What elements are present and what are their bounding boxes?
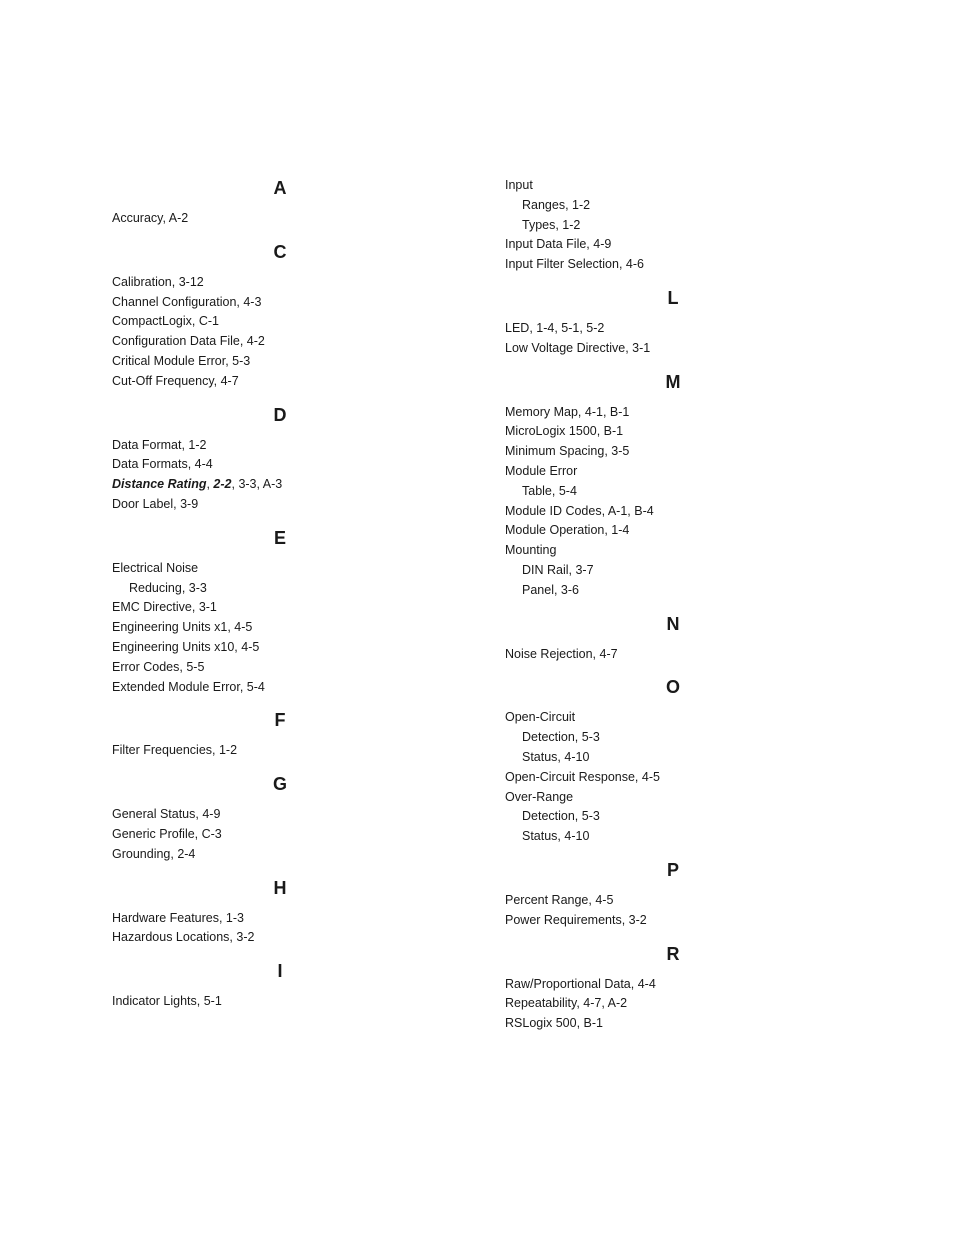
section-letter: H [273,877,287,898]
entry-pages: , 3-3, A-3 [231,477,283,492]
index-entry: Extended Module Error, 5-4 [112,679,265,694]
index-entry [112,475,448,495]
index-entry: Mounting [505,543,557,558]
index-entry: RSLogix 500, B-1 [505,1016,603,1031]
index-entry: Hardware Features, 1-3 [112,910,245,925]
index-entry: Repeatability, 4-7, A-2 [505,996,628,1011]
index-entry: General Status, 4-9 [112,807,221,822]
index-section [505,858,841,931]
index-entry: Grounding, 2-4 [112,846,196,861]
index-section [112,403,448,515]
entry-page-emphasis: 2-2 [213,477,232,492]
index-entry: Filter Frequencies, 1-2 [112,743,238,758]
section-letter: O [665,677,680,698]
index-entry: Electrical Noise [112,560,199,575]
index-section [112,240,448,392]
index-entry: Engineering Units x1, 4-5 [112,620,253,635]
section-letter: A [273,178,287,198]
section-letter: G [272,774,287,795]
index-subentry: DIN Rail, 3-7 [522,562,594,577]
index-entry: Percent Range, 4-5 [505,892,614,907]
index-section [112,176,448,229]
index-section [112,876,448,949]
index-entry: Data Format, 1-2 [112,437,207,452]
index-subentry: Types, 1-2 [522,217,581,232]
index-section [112,708,448,761]
index-entry: Critical Module Error, 5-3 [112,353,251,368]
index-entry: Data Formats, 4-4 [112,457,213,472]
section-letter: D [273,404,287,425]
index-entry: Hazardous Locations, 3-2 [112,930,255,945]
index-section [112,959,448,1012]
index-entry: Over-Range [505,789,574,804]
index-section [112,526,448,698]
index-entry: Memory Map, 4-1, B-1 [505,404,630,419]
entry-term: Distance Rating [112,477,207,492]
index-entry: Engineering Units x10, 4-5 [112,639,260,654]
index-subentry: Detection, 5-3 [522,730,600,745]
index-section [505,612,841,665]
section-letter: I [277,961,283,982]
section-letter: L [667,287,679,308]
index-section [505,675,841,847]
index-entry: Minimum Spacing, 3-5 [505,444,630,459]
index-entry: Input Filter Selection, 4-6 [505,257,644,272]
index-entry: LED, 1-4, 5-1, 5-2 [505,320,605,335]
index-section [505,286,841,359]
section-letter: M [665,371,681,392]
index-entry: Open-Circuit Response, 4-5 [505,769,660,784]
index-entry: MicroLogix 1500, B-1 [505,424,624,439]
section-letter: E [273,527,286,548]
index-section [505,370,841,601]
index-subentry: Detection, 5-3 [522,809,600,824]
index-entry: Open-Circuit [505,710,576,725]
index-section [505,942,841,1034]
index-entry: Raw/Proportional Data, 4-4 [505,976,656,991]
index-entry: Low Voltage Directive, 3-1 [505,340,651,355]
index-entry: Indicator Lights, 5-1 [112,994,222,1009]
index-subentry: Reducing, 3-3 [129,580,207,595]
index-section [112,772,448,864]
index-column-right [505,176,841,1045]
section-letter: N [666,613,680,634]
index-entry: Configuration Data File, 4-2 [112,334,265,349]
index-section [505,176,841,275]
section-letter: P [666,859,679,880]
index-subentry: Status, 4-10 [522,829,590,844]
section-letter: C [273,241,287,262]
index-entry: Input Data File, 4-9 [505,237,612,252]
index-entry: Error Codes, 5-5 [112,659,205,674]
index-column-left [112,176,448,1023]
index-entry: Calibration, 3-12 [112,274,204,289]
index-entry: Power Requirements, 3-2 [505,912,647,927]
index-entry: Noise Rejection, 4-7 [505,646,618,661]
index-subentry: Table, 5-4 [522,483,577,498]
section-letter: R [666,943,680,964]
index-subentry: Status, 4-10 [522,749,590,764]
index-entry: Input [505,178,533,192]
index-entry: CompactLogix, C-1 [112,314,219,329]
index-entry: Module ID Codes, A-1, B-4 [505,503,654,518]
index-entry: Channel Configuration, 4-3 [112,294,262,309]
index-entry: EMC Directive, 3-1 [112,600,217,615]
entry-separator: , [206,477,214,492]
index-entry: Module Error [505,463,578,478]
index-subentry: Panel, 3-6 [522,582,579,597]
section-letter: F [274,710,286,731]
index-subentry: Ranges, 1-2 [522,197,591,212]
index-entry: Generic Profile, C-3 [112,826,222,841]
index-entry: Door Label, 3-9 [112,496,199,511]
index-entry: Cut-Off Frequency, 4-7 [112,373,239,388]
index-entry: Accuracy, A-2 [112,211,189,225]
index-entry: Module Operation, 1-4 [505,523,630,538]
